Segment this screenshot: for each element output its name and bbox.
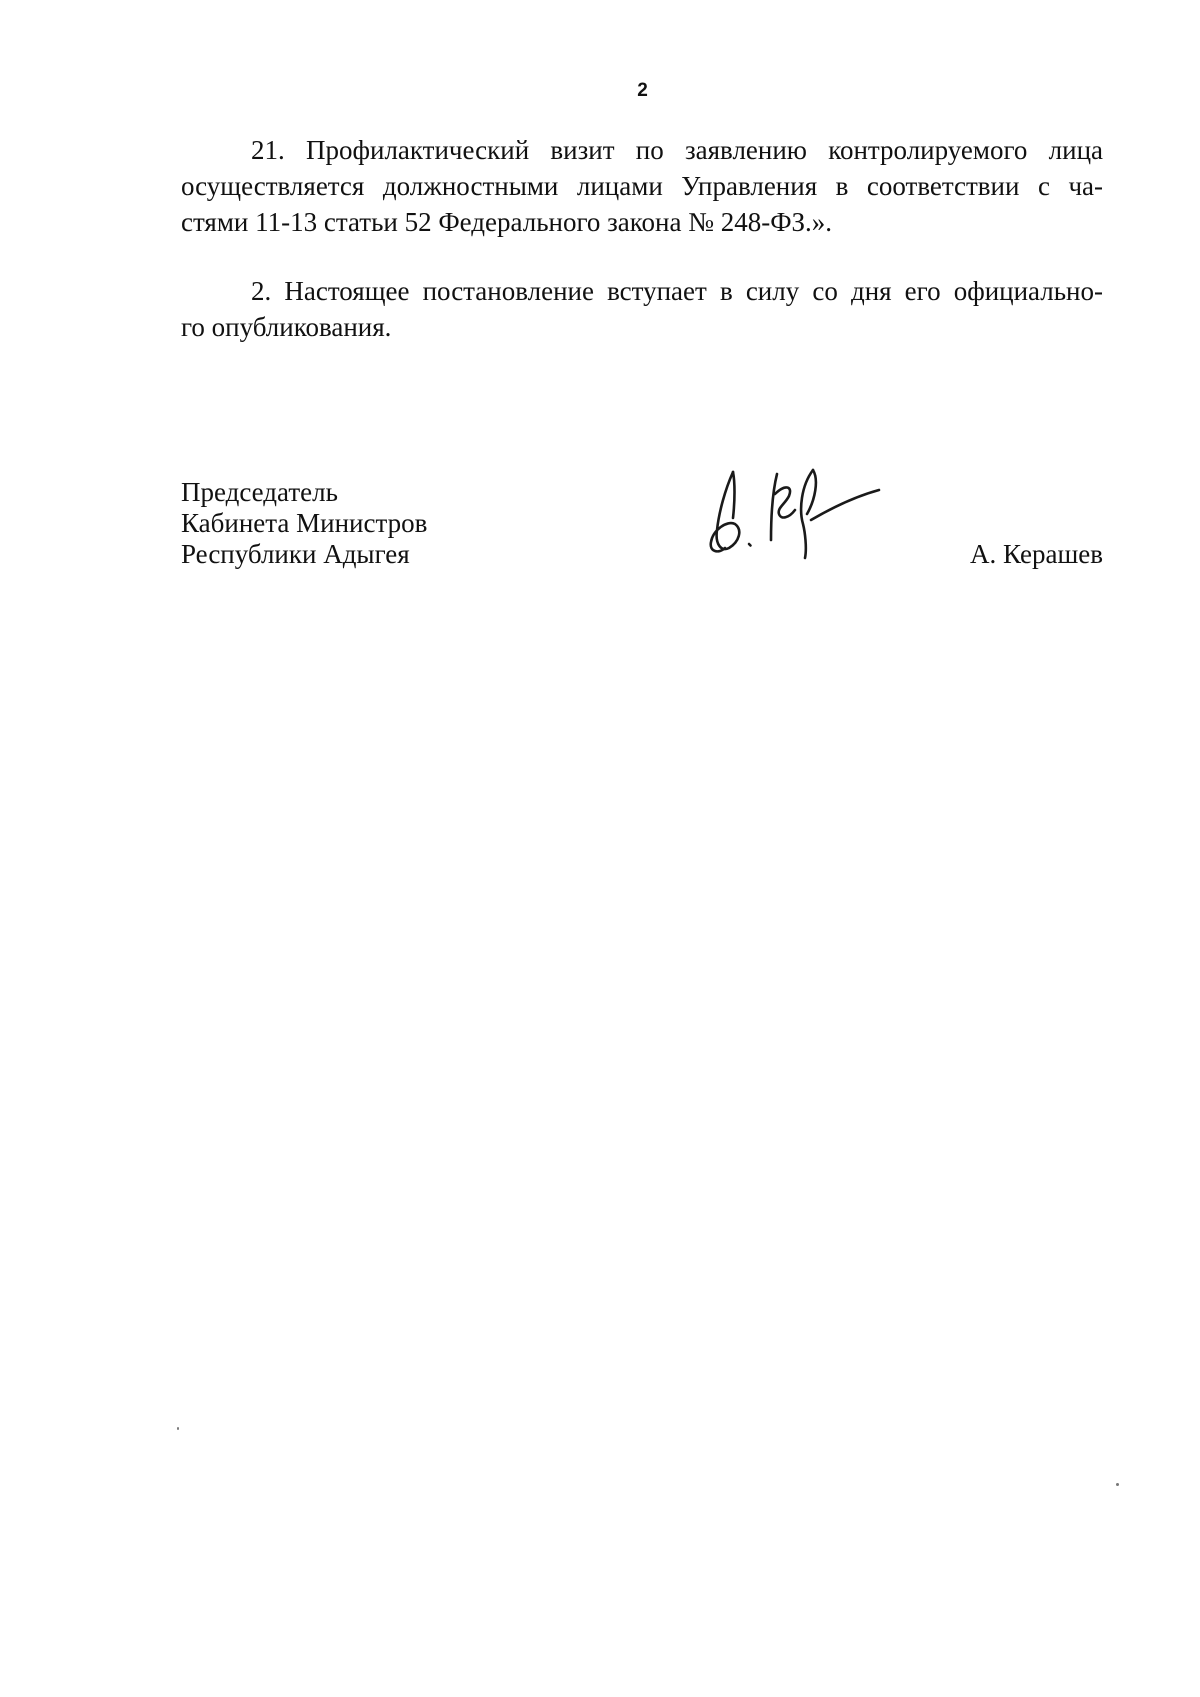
paragraph-21-line-1: 21. Профилактический визит по заявлению контролируемого лица xyxy=(251,135,1103,165)
signer-name: А. Керашев xyxy=(970,539,1103,569)
scan-speck xyxy=(1116,1483,1119,1486)
page-number: 2 xyxy=(637,80,648,101)
paragraph-2-line-1: 2. Настоящее постановление вступает в силу со дня его официально- xyxy=(251,276,1103,306)
paragraph-2 xyxy=(181,273,1103,345)
scan-speck xyxy=(177,1427,179,1430)
signatory-title-line-3: Республики Адыгея xyxy=(181,539,410,569)
paragraph-21-line-3: стями 11-13 статьи 52 Федерального закона № 248-ФЗ.». xyxy=(181,207,833,237)
handwritten-signature xyxy=(695,460,895,570)
paragraph-21 xyxy=(181,132,1103,240)
paragraph-2-line-2: го опубликования. xyxy=(181,312,392,342)
paragraph-21-line-2: осуществляется должностными лицами Управления в соответствии с ча- xyxy=(181,171,1103,201)
signatory-title xyxy=(181,477,427,570)
signatory-title-line-2: Кабинета Министров xyxy=(181,508,428,538)
signatory-title-line-1: Председатель xyxy=(181,477,338,507)
